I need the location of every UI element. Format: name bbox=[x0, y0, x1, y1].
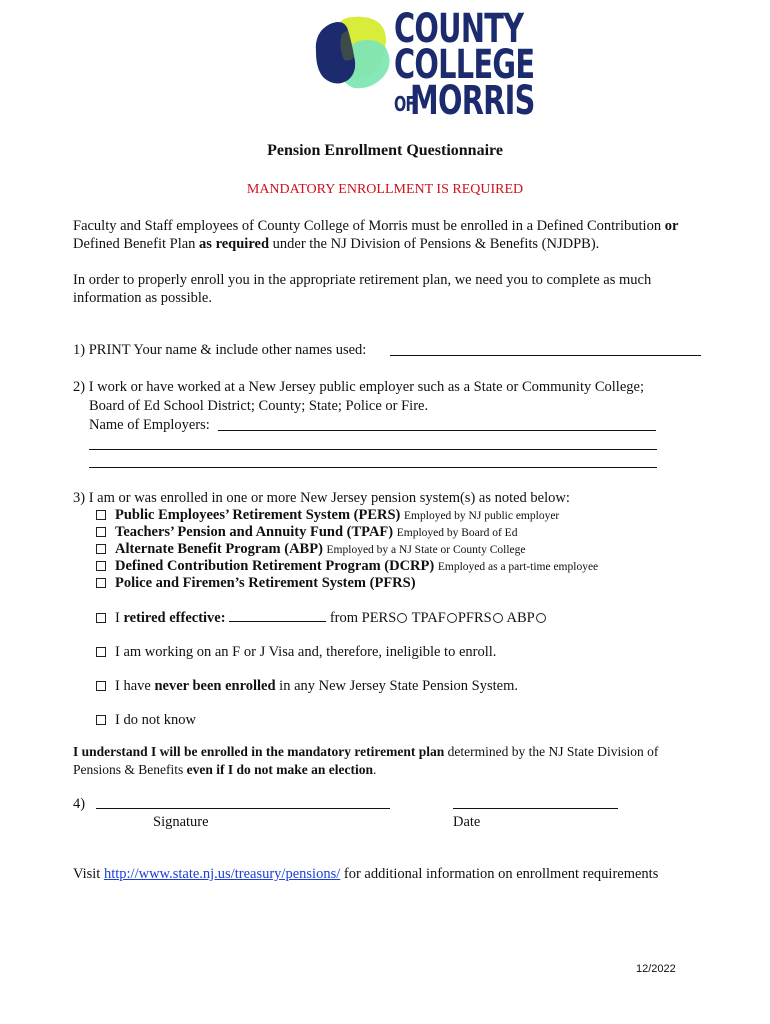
instructions-line-1: In order to properly enroll you in the appropriate retirement plan, we need you to complete as much bbox=[73, 272, 652, 288]
abp-note: Employed by a NJ State or County College bbox=[326, 544, 526, 556]
pfrs-radio-icon[interactable] bbox=[493, 613, 503, 623]
question-1-label: 1) PRINT Your name & include other names used: bbox=[73, 342, 367, 358]
understand-statement bbox=[73, 743, 658, 779]
retired-from-pers: from PERS bbox=[329, 610, 397, 626]
intro-text-as-required: as required bbox=[199, 236, 270, 252]
pers-note: Employed by NJ public employer bbox=[404, 510, 560, 522]
intro-text-a: Faculty and Staff employees of County College of Morris must be enrolled in a Defined Contribution bbox=[73, 218, 665, 234]
never-enrolled-row[interactable] bbox=[96, 677, 518, 695]
understand-bold-d: even if I do not make an election bbox=[186, 762, 373, 777]
intro-text-c: Defined Benefit Plan bbox=[73, 236, 200, 252]
dont-know-checkbox[interactable] bbox=[96, 715, 106, 725]
pers-radio-icon[interactable] bbox=[397, 613, 407, 623]
visa-checkbox[interactable] bbox=[96, 647, 106, 657]
logo-line-college: COLLEGE bbox=[394, 42, 535, 88]
name-input-line[interactable] bbox=[390, 355, 701, 356]
logo-line-of: OF bbox=[394, 92, 415, 116]
retired-date-line[interactable] bbox=[229, 608, 326, 622]
understand-bold-a: I understand I will be enrolled in the mandatory retirement plan bbox=[73, 744, 445, 759]
question-2-line-2: Board of Ed School District; County; State; Police or Fire. bbox=[89, 398, 429, 414]
signature-line[interactable] bbox=[96, 808, 390, 809]
abp-name: Alternate Benefit Program (ABP) bbox=[115, 541, 323, 557]
logo-line-county: COUNTY bbox=[394, 6, 524, 52]
pension-system-pfrs[interactable] bbox=[96, 574, 416, 592]
never-text-c: in any New Jersey State Pension System. bbox=[275, 678, 518, 694]
visit-line bbox=[73, 865, 658, 883]
instructions-paragraph bbox=[73, 271, 651, 307]
footer-date: 12/2022 bbox=[636, 963, 676, 975]
logo-mark-icon bbox=[308, 12, 394, 98]
never-enrolled-checkbox[interactable] bbox=[96, 681, 106, 691]
never-text-b: never been enrolled bbox=[154, 678, 276, 694]
question-3-intro: 3) I am or was enrolled in one or more New Jersey pension system(s) as noted below: bbox=[73, 490, 570, 506]
understand-text-b: determined by the NJ State Division of bbox=[444, 744, 659, 759]
mandatory-notice: MANDATORY ENROLLMENT IS REQUIRED bbox=[246, 182, 524, 197]
retired-opt-tpaf: TPAF bbox=[411, 610, 446, 626]
logo bbox=[308, 6, 535, 124]
page-title: Pension Enrollment Questionnaire bbox=[267, 142, 503, 159]
employers-input-line-3[interactable] bbox=[89, 467, 657, 468]
retired-checkbox[interactable] bbox=[96, 613, 106, 623]
retired-opt-abp: ABP bbox=[506, 610, 535, 626]
visit-text-b: for additional information on enrollment requirements bbox=[340, 866, 659, 882]
question-2-line-1: 2) I work or have worked at a New Jersey public employer such as a State or Community College; bbox=[73, 379, 644, 395]
dont-know-text: I do not know bbox=[115, 712, 196, 728]
employers-input-line-2[interactable] bbox=[89, 449, 657, 450]
retired-row[interactable] bbox=[96, 608, 547, 627]
question-4-number: 4) bbox=[73, 796, 86, 812]
employers-input-line-1[interactable] bbox=[218, 430, 656, 431]
signature-label: Signature bbox=[153, 814, 209, 830]
tpaf-name: Teachers’ Pension and Annuity Fund (TPAF) bbox=[115, 524, 394, 540]
pfrs-name: Police and Firemen’s Retirement System (PFRS) bbox=[115, 575, 416, 591]
intro-text-e: under the NJ Division of Pensions & Benefits (NJDPB). bbox=[269, 236, 600, 252]
pers-checkbox[interactable] bbox=[96, 510, 106, 520]
visa-text: I am working on an F or J Visa and, therefore, ineligible to enroll. bbox=[115, 644, 497, 660]
pfrs-checkbox[interactable] bbox=[96, 578, 106, 588]
abp-radio-icon[interactable] bbox=[536, 613, 546, 623]
dont-know-row[interactable] bbox=[96, 711, 196, 729]
visit-text-a: Visit bbox=[73, 866, 104, 882]
pers-name: Public Employees’ Retirement System (PERS) bbox=[115, 507, 401, 523]
retired-prefix: I bbox=[115, 610, 124, 626]
employers-label: Name of Employers: bbox=[89, 417, 210, 433]
dcrp-note: Employed as a part-time employee bbox=[437, 561, 599, 573]
intro-paragraph bbox=[73, 217, 678, 253]
tpaf-checkbox[interactable] bbox=[96, 527, 106, 537]
visa-row[interactable] bbox=[96, 643, 496, 661]
abp-checkbox[interactable] bbox=[96, 544, 106, 554]
date-line[interactable] bbox=[453, 808, 618, 809]
date-label: Date bbox=[453, 814, 481, 830]
dcrp-checkbox[interactable] bbox=[96, 561, 106, 571]
intro-text-or: or bbox=[664, 218, 679, 234]
retired-label: retired effective: bbox=[123, 610, 230, 626]
pensions-link[interactable]: http://www.state.nj.us/treasury/pensions/ bbox=[103, 866, 341, 882]
never-text-a: I have bbox=[115, 678, 155, 694]
logo-line-morris: MORRIS bbox=[410, 78, 535, 124]
understand-text-c: Pensions & Benefits bbox=[73, 762, 187, 777]
understand-text-e: . bbox=[373, 762, 377, 777]
tpaf-radio-icon[interactable] bbox=[447, 613, 457, 623]
instructions-line-2: information as possible. bbox=[73, 290, 212, 306]
dcrp-name: Defined Contribution Retirement Program (DCRP) bbox=[115, 558, 435, 574]
retired-opt-pfrs: PFRS bbox=[457, 610, 492, 626]
tpaf-note: Employed by Board of Ed bbox=[396, 527, 518, 539]
